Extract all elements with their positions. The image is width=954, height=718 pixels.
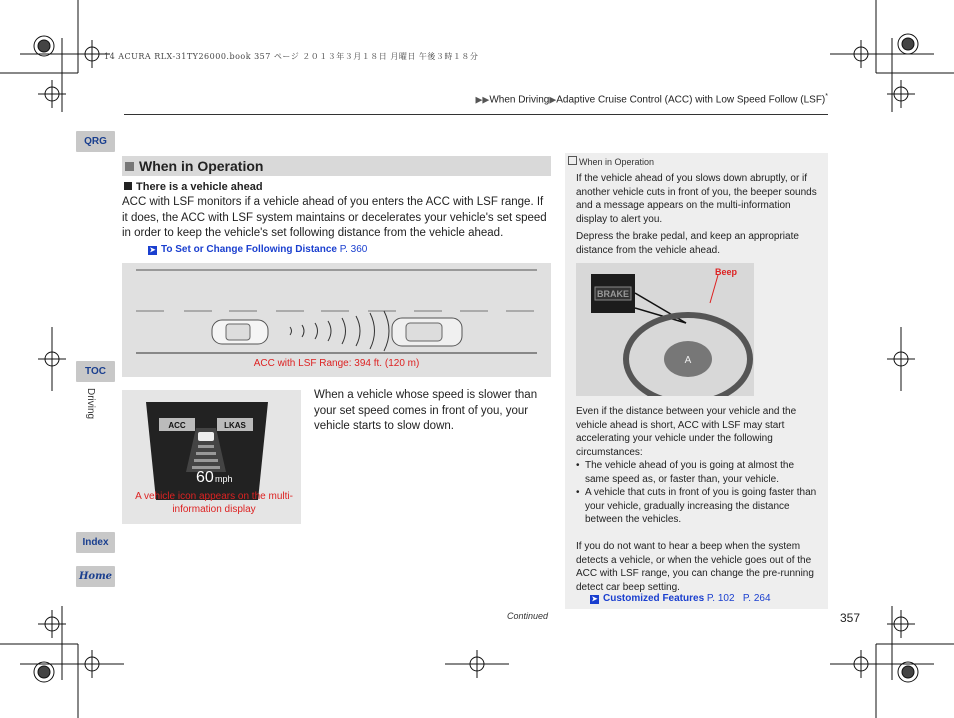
square-bullet-icon <box>124 182 132 190</box>
side-paragraph: When a vehicle whose speed is slower than your set speed comes in front of you, your vehicle starts to slow down. <box>314 389 538 432</box>
home-tab[interactable]: Home <box>76 566 115 587</box>
breadcrumb <box>475 93 828 105</box>
crop-mark-top-right <box>830 0 954 112</box>
section-title: When in Operation <box>139 158 264 174</box>
link-arrow-icon: ➤ <box>591 596 598 603</box>
speed-value: 60 <box>196 469 214 486</box>
index-tab[interactable]: Index <box>76 532 115 553</box>
note-paragraph-1: If the vehicle ahead of you slows down abruptly, or if another vehicle cuts in front of you, the beeper sounds and a message appears on the multi-information display to alert you. <box>576 173 817 225</box>
toc-tab[interactable]: TOC <box>76 361 115 382</box>
crop-mark-left-mid <box>38 327 66 391</box>
cross-reference[interactable] <box>148 242 550 258</box>
continued-label: Continued <box>507 611 549 621</box>
xref-page-1[interactable]: P. 102 <box>706 593 735 604</box>
note-paragraph-4: If you do not want to hear a beep when the system detects a vehicle, or when the vehicle goes out of the ACC with LSF range, you can change the pre-running detect car beep setting. <box>576 541 814 593</box>
display-caption: A vehicle icon appears on the multi-information display <box>135 491 293 515</box>
brake-message: BRAKE <box>596 289 630 299</box>
svg-text:A: A <box>684 355 692 366</box>
xref-page[interactable]: P. 360 <box>339 243 368 255</box>
qrg-tab[interactable]: QRG <box>76 131 115 152</box>
footnote-mark: * <box>825 93 828 100</box>
square-bullet-icon <box>125 162 134 171</box>
note-icon <box>568 156 577 165</box>
print-header: 14 ACURA RLX-31TY26000.book 357 ページ ２０１３年３月１８日 月曜日 午後３時１８分 <box>104 52 479 61</box>
note-paragraph-3: Even if the distance between your vehicle and the vehicle ahead is short, ACC with LSF may start accelerating your vehicle under the following circumstances: <box>576 406 797 458</box>
crop-mark-right-mid <box>887 327 915 391</box>
section-side-label: Driving <box>85 388 96 420</box>
xref-label[interactable]: To Set or Change Following Distance <box>161 243 337 255</box>
note-cross-reference[interactable] <box>590 593 771 604</box>
xref-page-2[interactable]: P. 264 <box>742 593 771 604</box>
note-paragraph-2: Depress the brake pedal, and keep an appropriate distance from the vehicle ahead. <box>576 231 799 256</box>
double-arrow-icon: ▶▶ <box>475 94 490 105</box>
own-car-icon <box>212 320 268 344</box>
vehicle-icon <box>198 432 214 441</box>
note-title <box>568 156 654 167</box>
body-paragraph <box>122 195 550 257</box>
lead-car-icon <box>392 318 462 346</box>
steering-wheel-figure <box>576 263 754 396</box>
page-number: 357 <box>840 611 861 625</box>
list-item: • A vehicle that cuts in front of you is going faster than your vehicle, gradually increasing the distance between the vehicles. <box>576 486 820 527</box>
crop-mark-bottom-center <box>445 650 509 678</box>
crop-mark-top-left <box>0 0 110 112</box>
arrow-icon: ▶ <box>549 94 557 105</box>
link-arrow-icon: ➤ <box>149 246 156 254</box>
sub-title: There is a vehicle ahead <box>136 181 263 193</box>
note-title-text: When in Operation <box>579 157 655 167</box>
xref-label[interactable]: Customized Features <box>603 593 705 604</box>
bullet-text: A vehicle that cuts in front of you is going faster than your vehicle, gradually increasing the distance between the vehicles. <box>585 487 817 525</box>
breadcrumb-item-when-driving[interactable]: When Driving <box>489 94 550 106</box>
section-heading <box>122 156 551 176</box>
crop-mark-bottom-left <box>0 606 124 718</box>
speed-unit: mph <box>215 474 233 484</box>
lkas-label: LKAS <box>224 421 246 430</box>
acc-label: ACC <box>168 421 186 430</box>
steering-illustration <box>576 263 754 396</box>
road-caption: ACC with LSF Range: 394 ft. (120 m) <box>253 358 420 369</box>
sub-heading <box>124 181 263 193</box>
list-item: • The vehicle ahead of you is going at almost the same speed as, or faster than, your vehicle. <box>576 459 820 486</box>
note-bullet-list <box>576 459 820 527</box>
body-text: ACC with LSF monitors if a vehicle ahead of you enters the ACC with LSF range. If it does, the ACC with LSF system maintains or decelerates your vehicle's set speed in order to keep the vehicle's set following distance from the vehicle ahead. <box>122 196 547 239</box>
bullet-text: The vehicle ahead of you is going at almost the same speed as, or faster than, your vehicle. <box>585 460 795 485</box>
beep-label: Beep <box>715 267 738 277</box>
header-rule <box>124 114 828 115</box>
breadcrumb-item-acc[interactable]: Adaptive Cruise Control (ACC) with Low Speed Follow (LSF) <box>556 94 826 106</box>
